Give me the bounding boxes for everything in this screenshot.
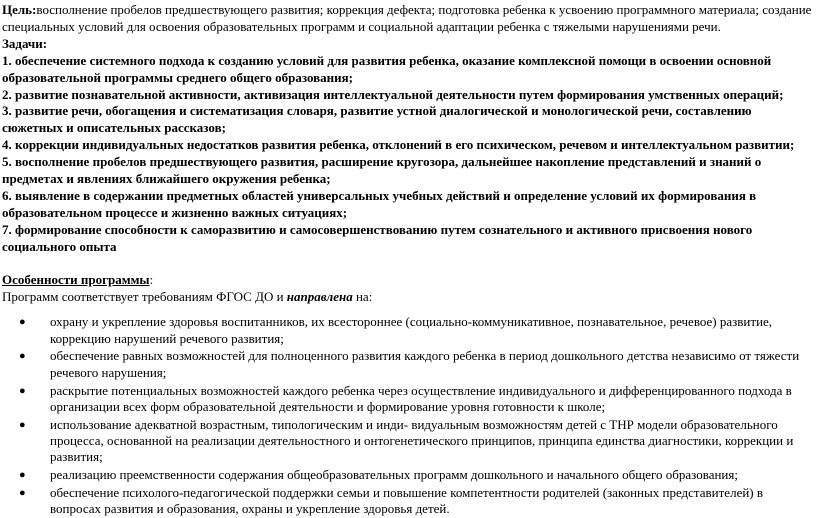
list-item — [2, 348, 814, 381]
task-item — [2, 188, 814, 222]
task-number: 2. — [2, 86, 12, 102]
task-item — [2, 222, 814, 256]
section-spacer — [2, 256, 814, 273]
task-text: обеспечение системного подхода к созданию условий для развития ребенка, оказание комплексной помощи в освоении основной образовательной программы среднего общего образования; — [2, 52, 772, 85]
task-item — [2, 154, 814, 188]
task-text: восполнение пробелов предшествующего развития, расширение кругозора, дальнейшее накопление представлений и знаний о предметах и явлениях ближайшего окружения ребенка; — [2, 154, 762, 187]
list-item — [2, 467, 814, 483]
task-text: развитие речи, обогащения и систематизация словаря, развитие устной диалогической и монологической речи, составлению сюжетных и описательных рассказов; — [2, 103, 752, 136]
bullet-icon: ● — [19, 316, 26, 329]
tasks-list — [2, 53, 814, 256]
bullet-icon: ● — [19, 469, 26, 482]
bullet-icon: ● — [19, 384, 26, 397]
list-item-text: реализацию преемственности содержания общеобразовательных программ дошкольного и начального общего образования; — [50, 467, 738, 483]
task-item — [2, 53, 814, 87]
task-text: коррекции индивидуальных недостатков развития ребенка, отклонений в его психическом, речевом и интеллектуальном развитии; — [11, 137, 795, 153]
goal-label: Цель: — [2, 2, 37, 17]
task-number: 4. — [2, 137, 12, 153]
task-number: 3. — [2, 103, 12, 119]
task-text: развитие познавательной активности, активизация интеллектуальной деятельности путем формирования умственных операций; — [11, 86, 784, 102]
goal-text: восполнение пробелов предшествующего развития; коррекция дефекта; подготовка ребенка к усвоению программного материала; создание специальных условий для освоения образовательных программ и социальной адаптации ребенка с тяжелыми нарушениями речи. — [2, 2, 812, 34]
task-number: 5. — [2, 154, 12, 170]
list-item — [2, 417, 814, 466]
list-item-text: обеспечение равных возможностей для полноценного развития каждого ребенка в период дошкольного детства независимо от тяжести речевого нарушения; — [50, 348, 800, 380]
tasks-title: Задачи: — [2, 35, 48, 51]
intro-text: Программ соответствует требованиям ФГОС ДО и — [2, 289, 287, 305]
bullet-icon: ● — [19, 350, 26, 363]
bullet-icon: ● — [19, 418, 26, 431]
features-intro — [2, 289, 814, 306]
task-number: 6. — [2, 187, 12, 203]
list-item-text: обеспечение психолого-педагогической поддержки семьи и повышение компетентности родителей (законных представителей) в вопросах развития и образования, охраны и укрепление здоровья детей. — [50, 484, 764, 517]
task-number: 1. — [2, 52, 12, 68]
list-item — [2, 314, 814, 347]
goal-paragraph — [2, 2, 814, 36]
list-item — [2, 383, 814, 416]
features-title-colon: : — [149, 272, 154, 288]
features-title: Особенности программы — [2, 272, 150, 288]
task-number: 7. — [2, 221, 12, 237]
task-item — [2, 87, 814, 104]
intro-emphasis: направлена — [286, 289, 353, 305]
features-list — [2, 314, 814, 517]
list-item-text: охрану и укрепление здоровья воспитанников, их всестороннее (социально-коммуникативное, познавательное, речевое) развитие, коррекцию нарушений речевого развития; — [50, 314, 773, 346]
list-item-text: использование адекватной возрастным, типологическим и инди- видуальным возможностям детей с ТНР модели образовательного процесса, основанной на реализации деятельностного и онтогенетического принципов, принципа единства диагностики, коррекции и развития; — [50, 416, 794, 465]
task-text: выявление в содержании предметных областей универсальных учебных действий и определение условий их формирования в образовательном процессе и жизненно важных ситуациях; — [2, 187, 757, 220]
features-heading — [2, 272, 814, 289]
task-text: формирование способности к саморазвитию и самосовершенствованию путем сознательного и активного присвоения нового социального опыта — [2, 221, 753, 254]
intro-text-end: на: — [352, 289, 373, 305]
task-item — [2, 103, 814, 137]
bullet-icon: ● — [19, 486, 26, 499]
list-item — [2, 485, 814, 518]
list-item-text: раскрытие потенциальных возможностей каждого ребенка через осуществление индивидуального и дифференцированного подхода в организации всех форм образовательной деятельности и формирование уровня готовности к школе; — [50, 382, 792, 414]
task-item — [2, 137, 814, 154]
